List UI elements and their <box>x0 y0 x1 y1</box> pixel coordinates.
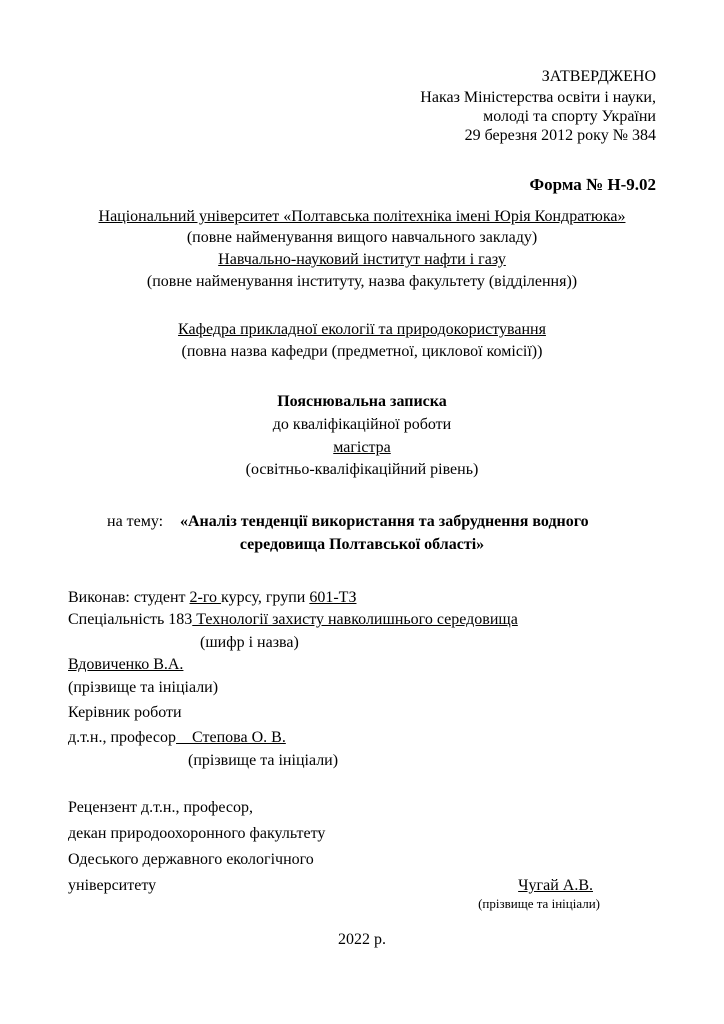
institute-caption: (повне найменування інституту, назва факультету (відділення)) <box>146 273 578 290</box>
reviewer-line: університету <box>68 877 157 894</box>
approval-title: ЗАТВЕРДЖЕНО <box>541 68 656 85</box>
author-line: Виконав: студент 2-го курсу, групи 601-ТЗ <box>68 589 357 606</box>
topic-line: середовища Полтавської області» <box>239 536 485 553</box>
department-caption: (повна назва кафедри (предметної, циклової комісії)) <box>181 343 543 360</box>
institute-name: Навчально-науковий інститут нафти і газу <box>218 251 506 268</box>
topic-line: «Аналіз тенденції використання та забруднення водного <box>180 513 589 530</box>
specialty-caption: (шифр і назва) <box>200 634 299 651</box>
reviewer-line: Одеського державного екологічного <box>68 851 314 868</box>
approval-line: Наказ Міністерства освіти і науки, <box>420 89 656 106</box>
supervisor-name-caption: (прізвище та ініціали) <box>188 752 339 769</box>
course-value: 2-го <box>189 589 222 606</box>
author-name: Вдовиченко В.А. <box>68 656 184 673</box>
approval-line: молоді та спорту України <box>483 108 656 125</box>
university-caption: (повне найменування вищого навчального закладу) <box>186 229 538 246</box>
document-title: Пояснювальна записка <box>277 393 447 410</box>
department-name: Кафедра прикладної екології та природокористування <box>178 321 546 338</box>
approval-line: 29 березня 2012 року № 384 <box>464 127 656 144</box>
reviewer-name-caption: (прізвище та ініціали) <box>478 896 600 911</box>
degree-level-caption: (освітньо-кваліфікаційний рівень) <box>245 461 479 478</box>
author-name-caption: (прізвище та ініціали) <box>68 679 219 696</box>
specialty-value: Технології захисту навколишнього середовища <box>192 611 518 628</box>
group-value: 601-ТЗ <box>309 589 357 606</box>
supervisor-name: Степова О. В. <box>176 729 286 746</box>
topic-label: на тему: <box>107 513 164 530</box>
specialty-line: Спеціальність 183 Технології захисту навколишнього середовища <box>68 611 518 628</box>
reviewer-line: Рецензент д.т.н., професор, <box>68 799 254 816</box>
document-subtitle: до кваліфікаційної роботи <box>272 416 452 433</box>
degree-level: магістра <box>333 439 391 456</box>
year: 2022 р. <box>338 931 386 948</box>
reviewer-line: декан природоохоронного факультету <box>68 825 326 842</box>
form-number: Форма № Н-9.02 <box>529 175 656 194</box>
supervisor-line: д.т.н., професор Степова О. В. <box>68 729 286 746</box>
university-name: Національний університет «Полтавська політехніка імені Юрія Кондратюка» <box>98 208 626 225</box>
supervisor-label: Керівник роботи <box>68 704 182 721</box>
reviewer-name: Чугай А.В. <box>518 877 593 894</box>
